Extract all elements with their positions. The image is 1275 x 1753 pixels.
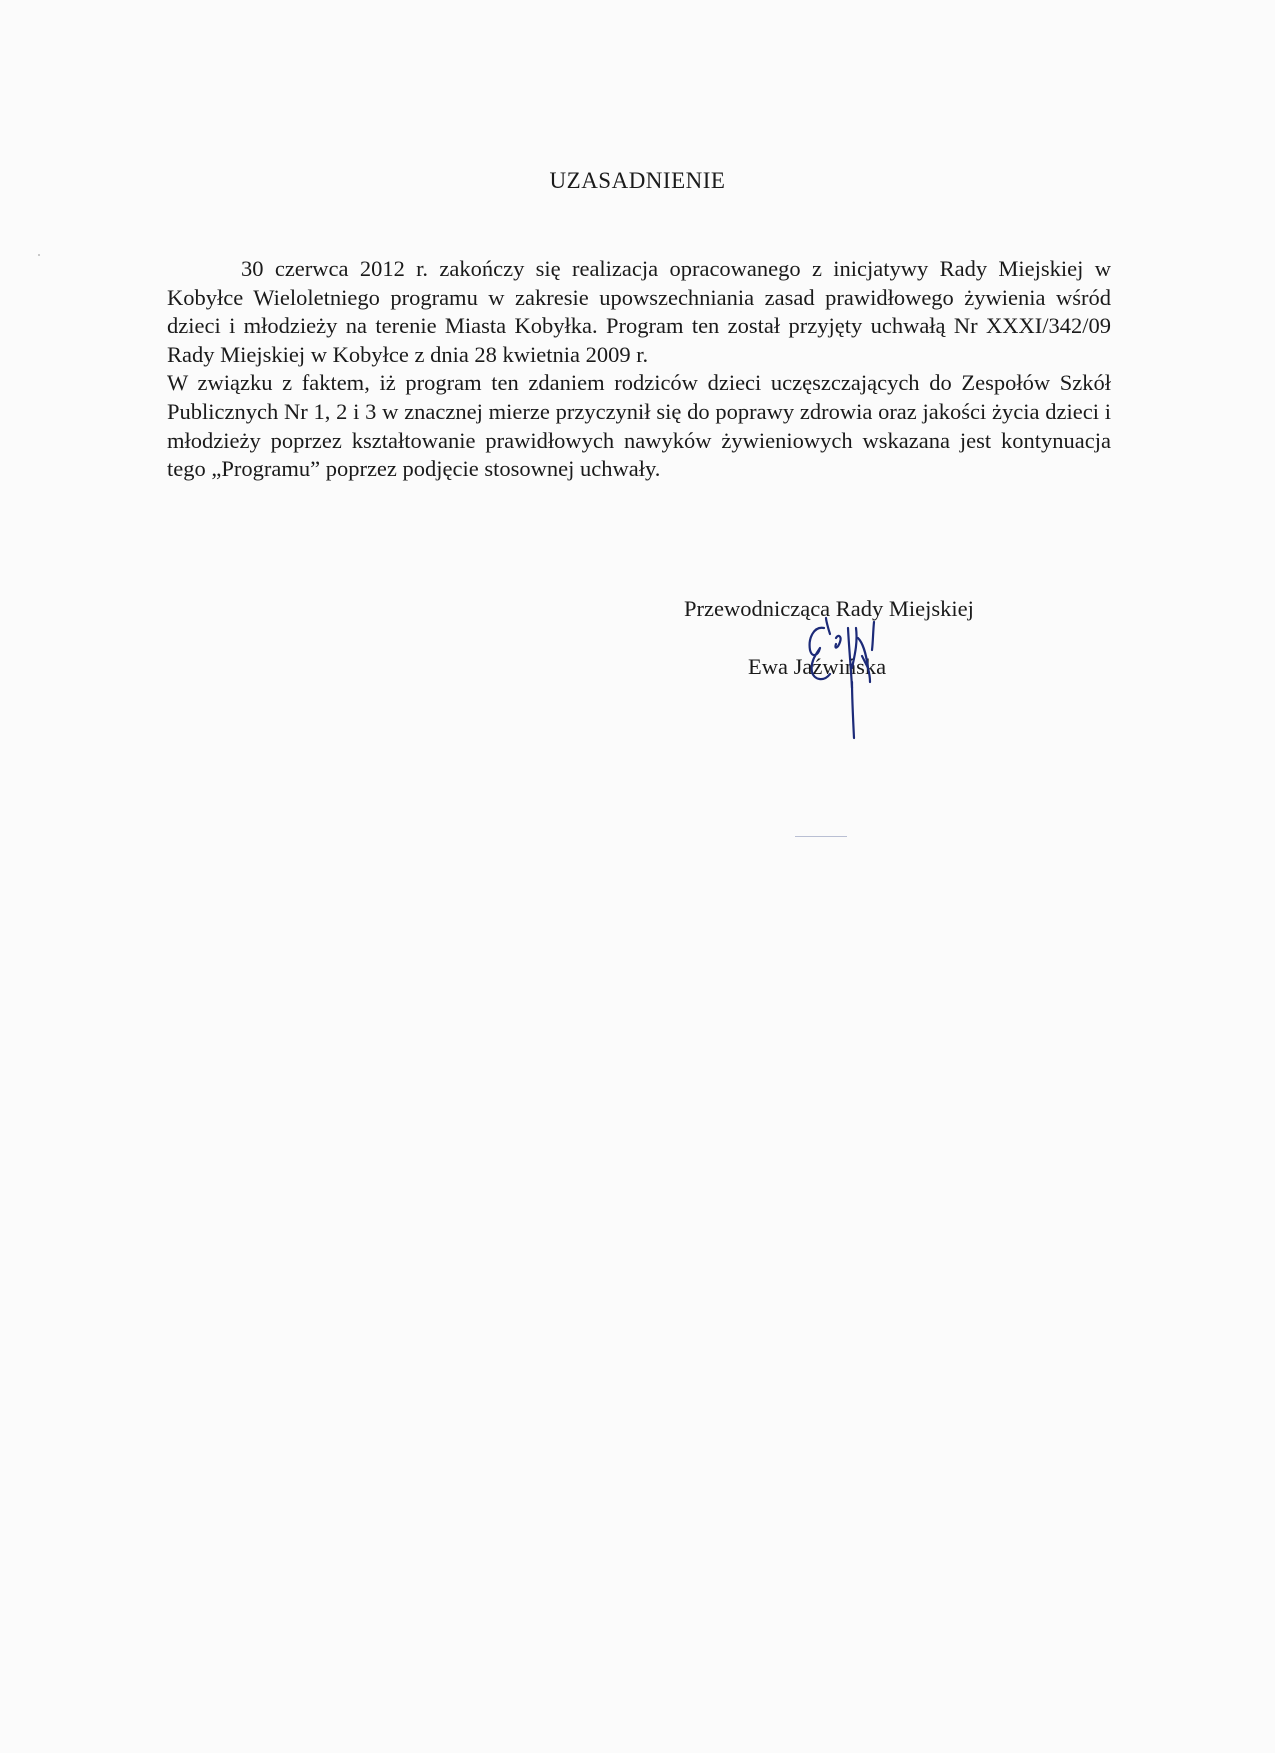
document-heading: UZASADNIENIE [549,168,726,193]
scan-artifact-line [795,836,847,837]
body-paragraph-2: W związku z faktem, iż program ten zdaniem rodziców dzieci uczęszczających do Zespołów Szkół Publicznych Nr 1, 2 i 3 w znacznej mierze przyczynił się do poprawy zdrowia oraz jakości życia dzieci i młodzieży poprzez kształtowanie prawidłowych nawyków żywieniowych wskazana jest kontynuacja tego „Programu” poprzez podjęcie stosownej uchwały. [167,370,1111,482]
document-body [167,255,1111,484]
signatory-title: Przewodnicząca Rady Miejskiej [684,596,974,621]
body-paragraph-1: 30 czerwca 2012 r. zakończy się realizacja opracowanego z inicjatywy Rady Miejskiej w Kobyłce Wieloletniego programu w zakresie upowszechniania zasad prawidłowego żywienia wśród dzieci i młodzieży na terenie Miasta Kobyłka. Program ten został przyjęty uchwałą Nr XXXI/342/09 Rady Miejskiej w Kobyłce z dnia 28 kwietnia 2009 r. [167,256,1111,367]
scan-artifact [38,254,40,256]
signatory-name: Ewa Jaźwińska [748,654,887,679]
